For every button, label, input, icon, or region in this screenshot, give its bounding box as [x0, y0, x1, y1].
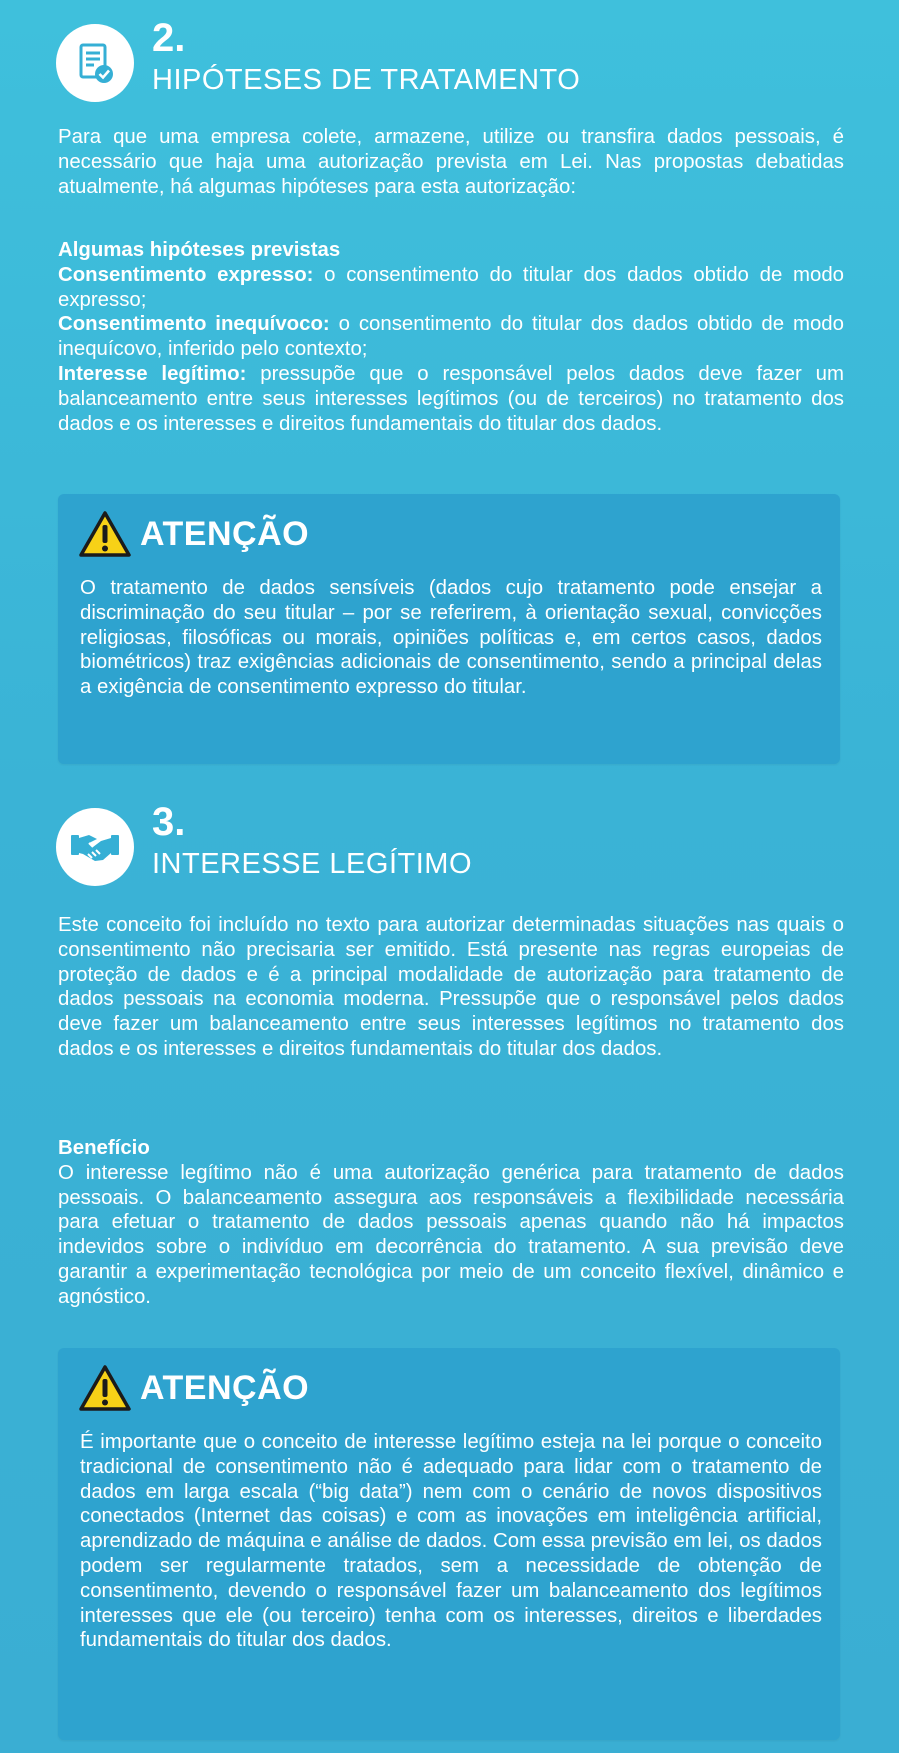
section-3-intro [58, 913, 844, 1062]
attention-paragraph: É importante que o conceito de interesse legítimo esteja na lei porque o conceito tradicional de consentimento não é adequado para lidar com o tratamento de dados em larga escala (“big data”) nem com o cenário de novos dispositivos conectados (Internet das coisas) e com as inovações em inteligência artificial, aprendizado de máquina e análise de dados. Com essa previsão em lei, os dados podem ser regularmente tratados, sem a necessidade de obtenção de consentimento, devendo o responsável fazer um balanceamento dos legítimos interesses que ele (ou terceiro) tenha com os interesses, direitos e liberdades fundamentais do titular dos dados. [80, 1431, 822, 1652]
section-2-hypotheses [58, 238, 844, 436]
section-3-benefit [58, 1136, 844, 1310]
warning-icon [78, 510, 132, 558]
benefit-paragraph: O interesse legítimo não é uma autorização genérica para tratamento de dados pessoais. O balanceamento assegura aos responsáveis a flexibilidade necessária para efetuar o tratamento de dados pessoais apenas quando não há impactos indevidos sobre o indivíduo em decorrência do tratamento. A sua previsão deve garantir a experimentação tecnológica por meio de um conceito flexível, dinâmico e agnóstico. [58, 1161, 844, 1308]
subheading: Benefício [58, 1137, 150, 1159]
intro-paragraph: Para que uma empresa colete, armazene, utilize ou transfira dados pessoais, é necessário que haja uma autorização prevista em Lei. Nas propostas debatidas atualmente, há algumas hipóteses para esta autorização: [58, 126, 844, 198]
attention-title: ATENÇÃO [140, 1369, 310, 1407]
attention-box [58, 494, 840, 764]
item-term: Consentimento inequívoco: [58, 313, 330, 336]
attention-text [80, 1430, 822, 1653]
section-number: 2. [152, 16, 186, 60]
handshake-icon [56, 808, 134, 886]
attention-text [80, 576, 822, 700]
section-number: 3. [152, 800, 186, 844]
item-term: Interesse legítimo: [58, 362, 247, 385]
warning-icon [78, 1364, 132, 1412]
attention-title: ATENÇÃO [140, 515, 310, 553]
list-item [58, 362, 844, 436]
document-check-icon [56, 24, 134, 102]
section-title: INTERESSE LEGÍTIMO [152, 848, 472, 880]
item-term: Consentimento expresso: [58, 263, 314, 286]
list-item [58, 263, 844, 313]
attention-paragraph: O tratamento de dados sensíveis (dados cujo tratamento pode ensejar a discriminação do seu titular – por se referirem, à orientação sexual, convicções religiosas, filosóficas ou morais, opiniões políticas e, em certos casos, dados biométricos) traz exigências adicionais de consentimento, sendo a principal delas a exigência de consentimento expresso do titular. [80, 577, 822, 699]
attention-box [58, 1348, 840, 1740]
item-text: o consentimento do titular dos dados obtido de modo expresso; [58, 263, 844, 311]
item-text: pressupõe que o responsável pelos dados deve fazer um balanceamento entre seus interesses legítimos (ou de terceiros) no tratamento dos dados e os interesses e direitos fundamentais do titular dos dados. [58, 362, 844, 435]
item-text: o consentimento do titular dos dados obtido de modo inequícovo, inferido pelo contexto; [58, 313, 844, 361]
subheading: Algumas hipóteses previstas [58, 239, 341, 261]
section-title: HIPÓTESES DE TRATAMENTO [152, 64, 581, 96]
intro-paragraph: Este conceito foi incluído no texto para autorizar determinadas situações nas quais o consentimento não precisaria ser emitido. Está presente nas regras europeias de proteção de dados e é a principal modalidade de autorização para tratamento de dados pessoais na economia moderna. Pressupõe que o responsável pelos dados deve fazer um balanceamento entre seus interesses legítimos no tratamento dos dados e os interesses e direitos fundamentais do titular dos dados. [58, 914, 844, 1060]
list-item [58, 312, 844, 362]
section-2-intro [58, 125, 844, 199]
